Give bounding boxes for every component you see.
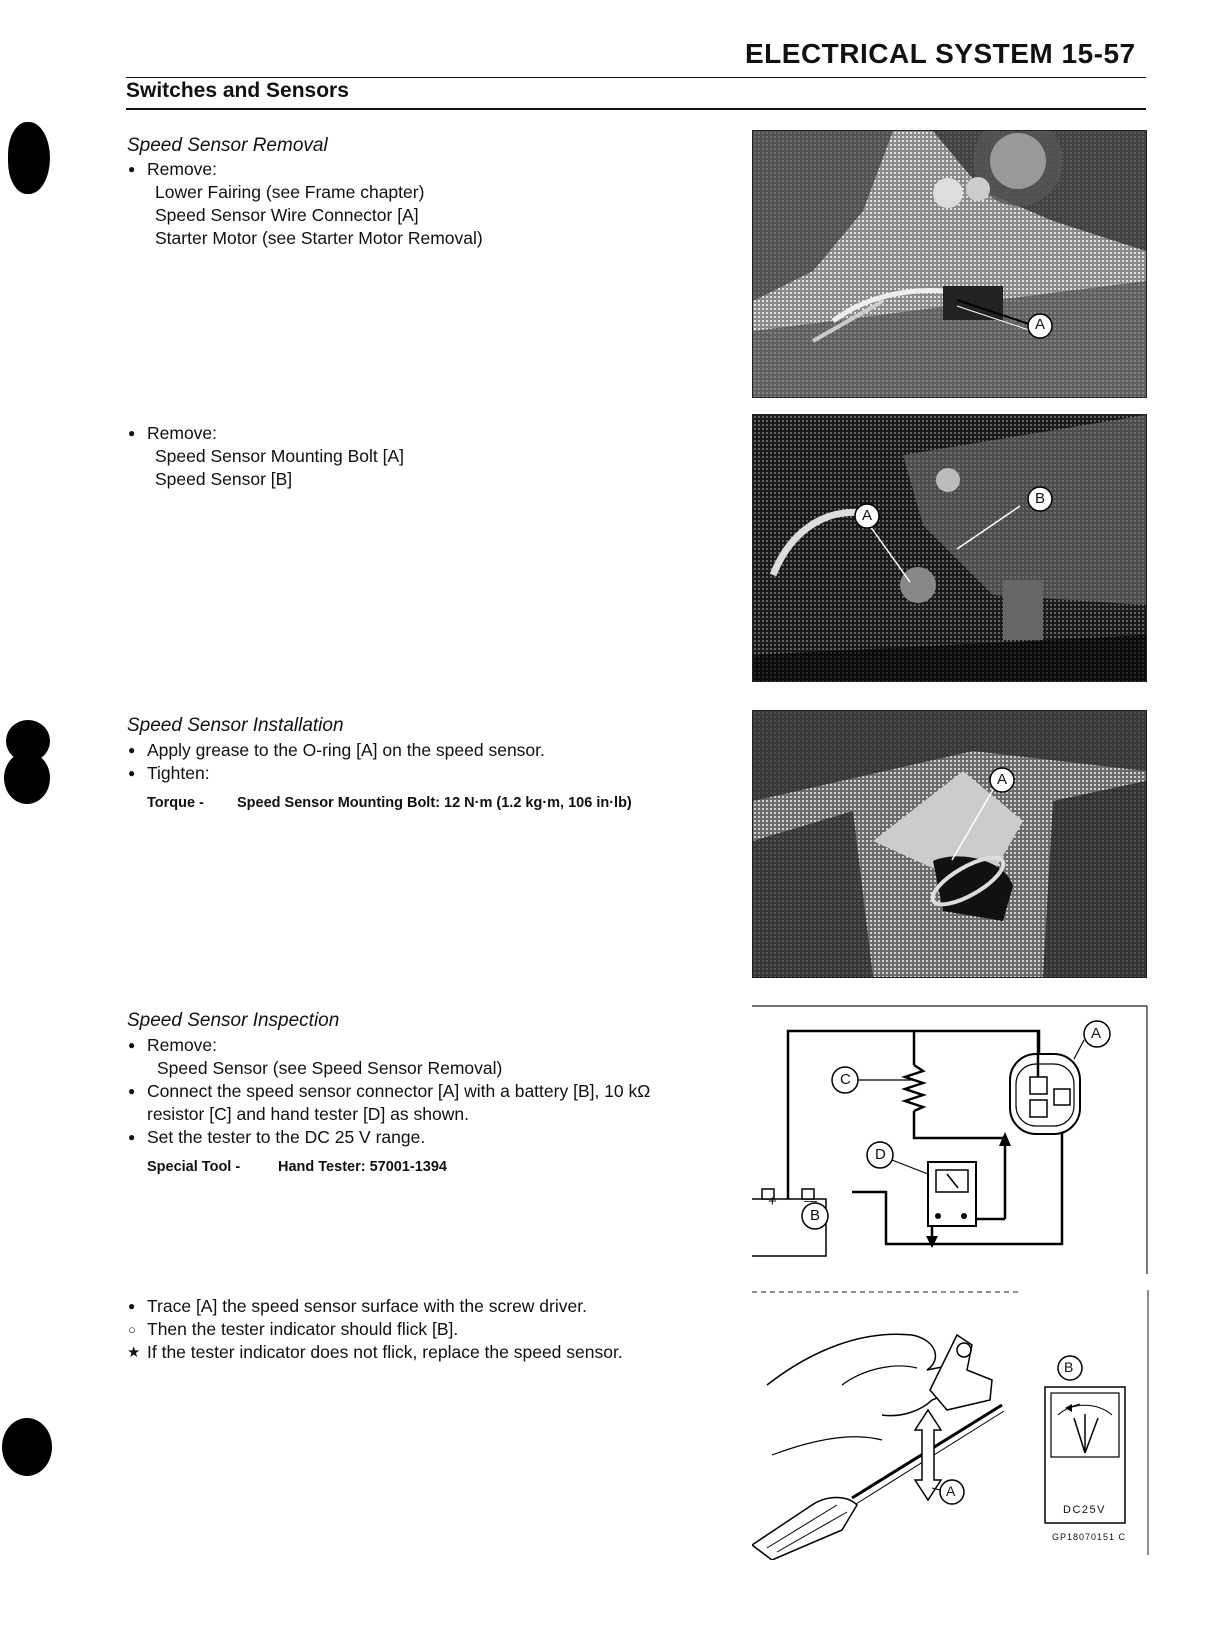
removal-item: Starter Motor (see Starter Motor Removal) — [155, 228, 483, 248]
removal-item: Speed Sensor Wire Connector [A] — [155, 205, 419, 225]
meter-range-text: DC25V — [1063, 1504, 1106, 1516]
installation-heading: Speed Sensor Installation — [127, 715, 344, 736]
callout-label: A — [861, 507, 872, 524]
callout-label: D — [875, 1146, 886, 1163]
removal-bullet: ● Remove: — [147, 158, 217, 181]
removal-bullet: ● Remove: — [147, 422, 217, 445]
torque-value: Speed Sensor Mounting Bolt: 12 N·m (1.2 kg·m, 106 in·lb) — [237, 795, 632, 811]
battery-minus: — — [804, 1193, 817, 1208]
inspection-text: resistor [C] and hand tester [D] as shown. — [147, 1104, 469, 1124]
special-tool-label: Special Tool - — [147, 1159, 241, 1175]
inspection-bullet: ● Remove: — [147, 1034, 217, 1057]
removal-item: Speed Sensor [B] — [155, 469, 293, 489]
battery-plus: + — [768, 1193, 777, 1210]
section-title: Switches and Sensors — [126, 79, 349, 102]
removal-item: Speed Sensor Mounting Bolt [A] — [155, 446, 405, 466]
inspection-bullet: ● Trace [A] the speed sensor surface with the screw driver. — [147, 1295, 587, 1318]
callout-a-fig1 — [752, 130, 1145, 396]
inspection-heading: Speed Sensor Inspection — [127, 1010, 340, 1031]
callout-label: A — [996, 771, 1007, 788]
section-rule — [126, 108, 1146, 110]
callout-label: B — [1064, 1359, 1074, 1375]
callout-label: A — [946, 1483, 956, 1499]
inspection-bullet: ● Connect the speed sensor connector [A] with a battery [B], 10 kΩ — [147, 1080, 650, 1103]
removal-item: Lower Fairing (see Frame chapter) — [155, 182, 425, 202]
binder-hole-mark — [8, 122, 50, 194]
callout-label: A — [1034, 316, 1045, 333]
trace-illustration — [752, 1290, 1152, 1560]
callout-ab-fig2 — [752, 414, 1145, 680]
inspection-note: ★ If the tester indicator does not flick, replace the speed sensor. — [147, 1341, 623, 1364]
figure-code: GP18070151 C — [1052, 1532, 1127, 1542]
circuit-diagram — [752, 1004, 1152, 1279]
installation-bullet: ● Apply grease to the O-ring [A] on the speed sensor. — [147, 739, 545, 762]
callout-label: B — [810, 1207, 821, 1224]
callout-label: B — [1034, 490, 1045, 507]
callout-label: A — [1091, 1025, 1102, 1042]
page-header: ELECTRICAL SYSTEM 15-57 — [745, 38, 1136, 69]
installation-bullet: ● Tighten: — [147, 762, 210, 785]
special-tool-value: Hand Tester: 57001-1394 — [278, 1159, 447, 1175]
torque-label: Torque - — [147, 795, 204, 811]
binder-hole-mark — [2, 1418, 52, 1476]
removal-heading: Speed Sensor Removal — [127, 135, 328, 156]
callout-label: C — [840, 1071, 851, 1088]
header-rule — [126, 77, 1146, 78]
inspection-item: Speed Sensor (see Speed Sensor Removal) — [157, 1058, 503, 1078]
inspection-bullet: ● Set the tester to the DC 25 V range. — [147, 1126, 425, 1149]
callout-a-fig3 — [752, 710, 1145, 976]
inspection-result: ○ Then the tester indicator should flick [B]. — [147, 1318, 458, 1341]
binder-hole-mark — [4, 752, 50, 804]
